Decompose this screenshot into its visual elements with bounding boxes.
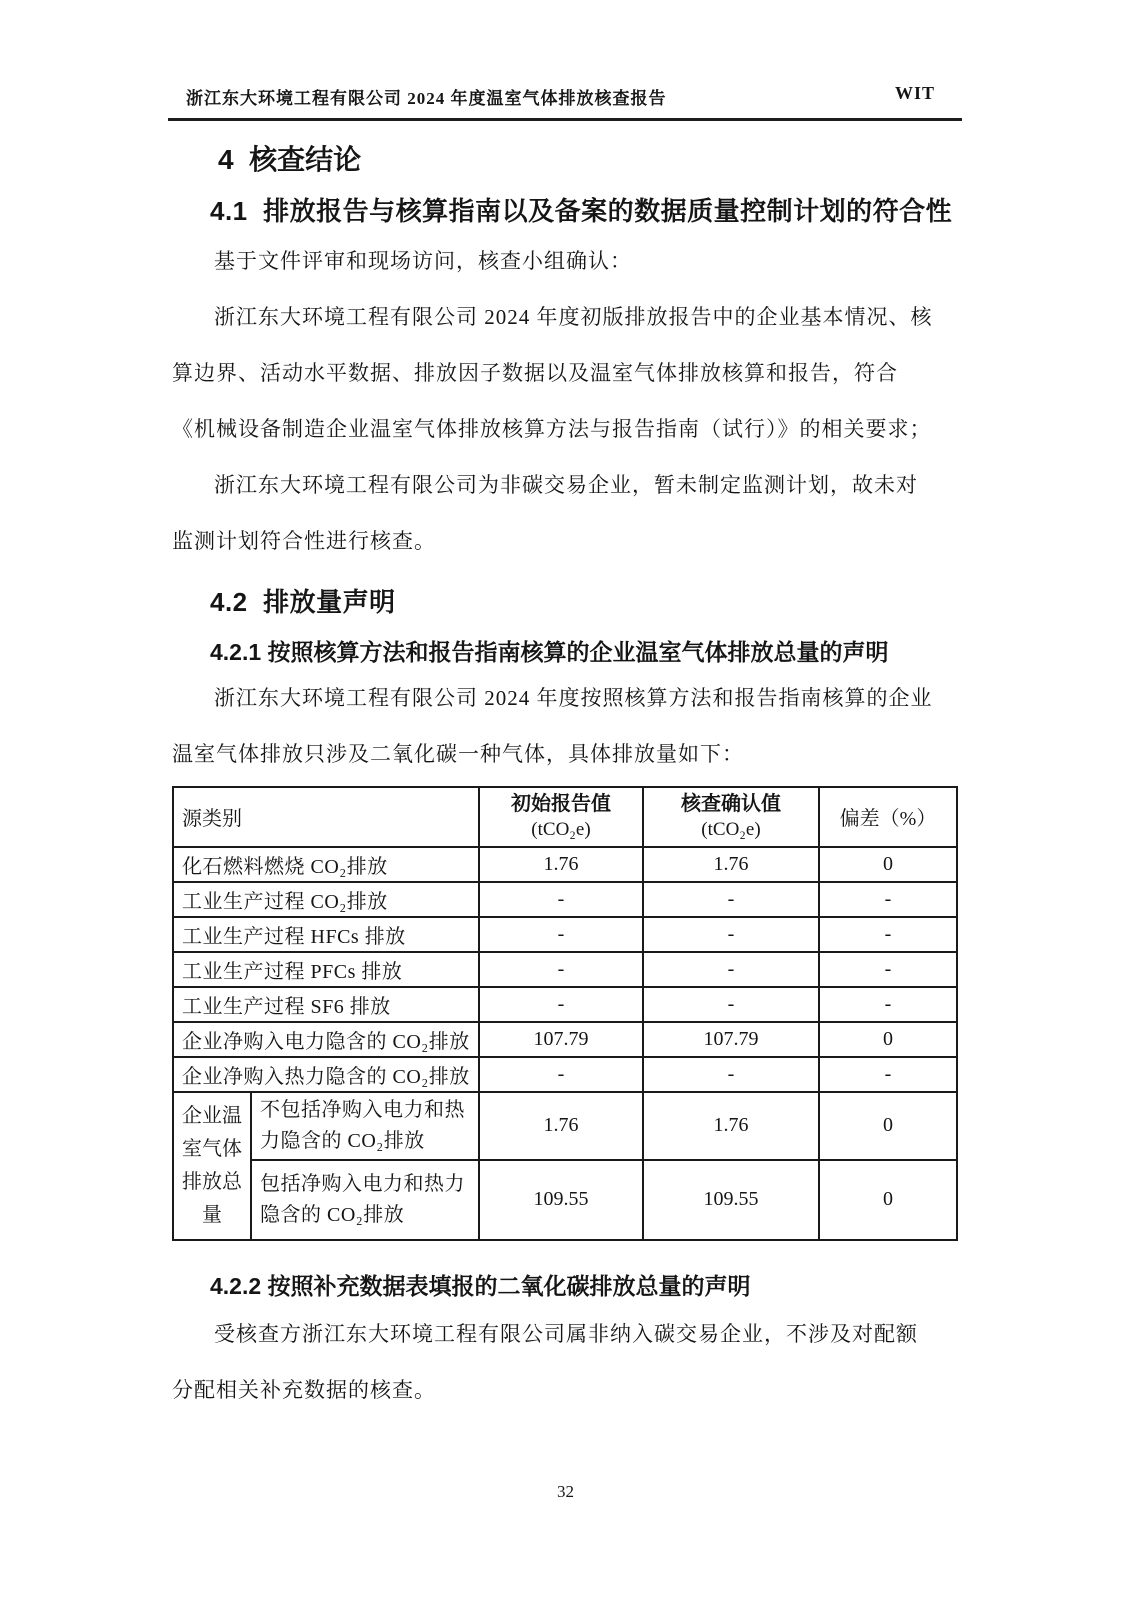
verified-value-cell: 107.79 xyxy=(643,1022,819,1057)
deviation-cell: 0 xyxy=(819,847,957,882)
deviation-cell: - xyxy=(819,1057,957,1092)
header-verified-value-title: 核查确认值 xyxy=(681,792,781,815)
initial-value-cell: 109.55 xyxy=(479,1160,643,1240)
verified-value-cell: 109.55 xyxy=(643,1160,819,1240)
deviation-cell: 0 xyxy=(819,1092,957,1160)
header-initial-value-unit: (tCO₂e) xyxy=(531,818,591,840)
paragraph-line: 浙江东大环境工程有限公司 2024 年度按照核算方法和报告指南核算的企业 xyxy=(214,685,933,710)
header-verified-value-unit: (tCO₂e) xyxy=(701,818,761,840)
initial-value-cell: 1.76 xyxy=(479,1092,643,1160)
deviation-cell: 0 xyxy=(819,1022,957,1057)
initial-value-cell: - xyxy=(479,882,643,917)
paragraph-line: 浙江东大环境工程有限公司为非碳交易企业，暂未制定监测计划，故未对 xyxy=(214,473,918,498)
source-label: 工业生产过程 PFCs 排放 xyxy=(173,952,479,987)
header-initial-value xyxy=(479,787,643,847)
heading-section-4-2: 4.2 排放量声明 xyxy=(210,587,396,618)
header-verified-value xyxy=(643,787,819,847)
verified-value-cell: - xyxy=(643,917,819,952)
paragraph-line: 算边界、活动水平数据、排放因子数据以及温室气体排放核算和报告，符合 xyxy=(172,361,898,386)
verified-value-cell: 1.76 xyxy=(643,1092,819,1160)
deviation-cell: - xyxy=(819,952,957,987)
paragraph-verification-intro xyxy=(172,233,960,289)
initial-value-cell: - xyxy=(479,917,643,952)
source-label: 企业净购入热力隐含的 CO₂排放 xyxy=(173,1057,479,1092)
table-row-purchased-electricity xyxy=(173,1022,957,1057)
paragraph-line: 监测计划符合性进行核查。 xyxy=(172,529,436,554)
header-source-category: 源类别 xyxy=(173,787,479,847)
verified-value-cell: - xyxy=(643,1057,819,1092)
header-initial-value-title: 初始报告值 xyxy=(511,792,611,815)
deviation-cell: - xyxy=(819,882,957,917)
table-row-total-including xyxy=(173,1160,957,1240)
paragraph-line: 温室气体排放只涉及二氧化碳一种气体，具体排放量如下： xyxy=(172,741,744,766)
source-label: 化石燃料燃烧 CO₂排放 xyxy=(173,847,479,882)
table-row-fossil-fuel xyxy=(173,847,957,882)
heading-section-4-1: 4.1 排放报告与核算指南以及备案的数据质量控制计划的符合性 xyxy=(210,196,953,227)
total-group-label: 企业温室气体排放总量 xyxy=(173,1092,251,1240)
table-row-process-pfcs xyxy=(173,952,957,987)
initial-value-cell: 107.79 xyxy=(479,1022,643,1057)
initial-value-cell: - xyxy=(479,987,643,1022)
paragraph-line: 分配相关补充数据的核查。 xyxy=(172,1377,436,1402)
header-rule xyxy=(168,118,962,121)
page-content xyxy=(172,132,960,1418)
verified-value-cell: - xyxy=(643,987,819,1022)
paragraph-report-compliance xyxy=(172,289,960,457)
source-label: 工业生产过程 CO₂排放 xyxy=(173,882,479,917)
verified-value-cell: - xyxy=(643,952,819,987)
heading-section-4-2-1: 4.2.1 按照核算方法和报告指南核算的企业温室气体排放总量的声明 xyxy=(210,638,889,665)
table-row-process-co2 xyxy=(173,882,957,917)
total-sub-label: 不包括净购入电力和热力隐含的 CO₂排放 xyxy=(251,1092,479,1160)
deviation-cell: - xyxy=(819,917,957,952)
deviation-cell: 0 xyxy=(819,1160,957,1240)
header-deviation: 偏差（%） xyxy=(819,787,957,847)
table-row-purchased-heat xyxy=(173,1057,957,1092)
heading-section-4: 4 核查结论 xyxy=(218,144,362,175)
page-number: 32 xyxy=(557,1482,574,1501)
paragraph-emission-statement xyxy=(172,670,960,782)
paragraph-supplementary-data xyxy=(172,1306,960,1418)
initial-value-cell: - xyxy=(479,1057,643,1092)
paragraph-line: 基于文件评审和现场访问，核查小组确认： xyxy=(214,249,632,274)
emissions-summary-table xyxy=(172,786,958,1241)
header-wit-mark: WIT xyxy=(894,83,935,103)
verified-value-cell: - xyxy=(643,882,819,917)
initial-value-cell: 1.76 xyxy=(479,847,643,882)
header-report-title: 浙江东大环境工程有限公司 2024 年度温室气体排放核查报告 xyxy=(186,89,667,108)
paragraph-monitoring-plan xyxy=(172,457,960,569)
source-label: 工业生产过程 SF6 排放 xyxy=(173,987,479,1022)
verified-value-cell: 1.76 xyxy=(643,847,819,882)
table-row-process-sf6 xyxy=(173,987,957,1022)
source-label: 工业生产过程 HFCs 排放 xyxy=(173,917,479,952)
initial-value-cell: - xyxy=(479,952,643,987)
paragraph-line: 浙江东大环境工程有限公司 2024 年度初版排放报告中的企业基本情况、核 xyxy=(214,305,933,330)
deviation-cell: - xyxy=(819,987,957,1022)
total-sub-label: 包括净购入电力和热力隐含的 CO₂排放 xyxy=(251,1160,479,1240)
heading-section-4-2-2: 4.2.2 按照补充数据表填报的二氧化碳排放总量的声明 xyxy=(210,1272,751,1299)
table-header-row xyxy=(173,787,957,847)
table-row-process-hfcs xyxy=(173,917,957,952)
paragraph-line: 《机械设备制造企业温室气体排放核算方法与报告指南（试行）》的相关要求； xyxy=(172,417,932,442)
table-row-total-excluding xyxy=(173,1092,957,1160)
source-label: 企业净购入电力隐含的 CO₂排放 xyxy=(173,1022,479,1057)
paragraph-line: 受核查方浙江东大环境工程有限公司属非纳入碳交易企业，不涉及对配额 xyxy=(214,1321,918,1346)
